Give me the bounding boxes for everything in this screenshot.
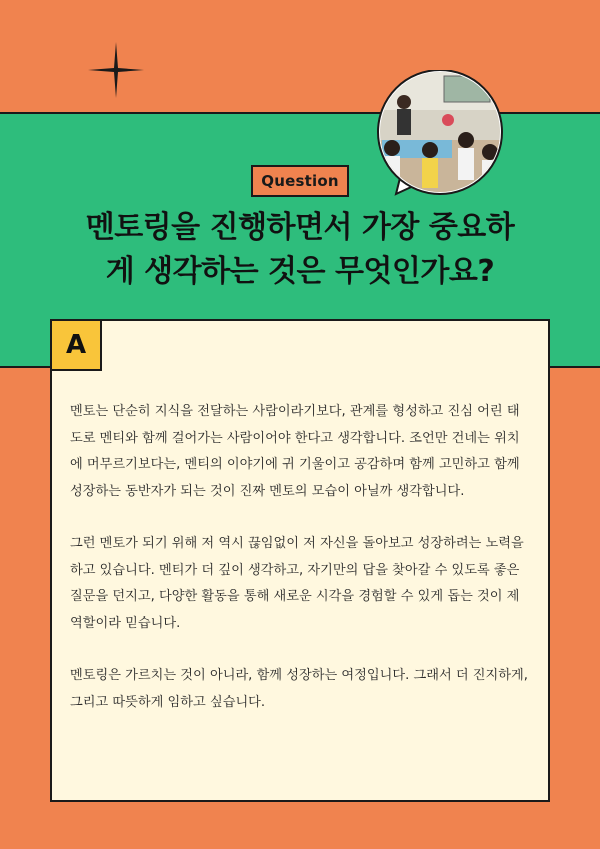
- answer-paragraph: 그런 멘토가 되기 위해 저 역시 끊임없이 저 자신을 돌아보고 성장하려는 노력을 하고 있습니다. 멘티가 더 깊이 생각하고, 자기만의 답을 찾아갈 수 있도록 좋은 질문을 던지고, 다양한 활동을 통해 새로운 시각을 경험할 수 있게 돕는 것이 제 역할이라 믿습니다.: [70, 536, 524, 631]
- answer-paragraph: 멘토링은 가르치는 것이 아니라, 함께 성장하는 여정입니다. 그래서 더 진지하게, 그리고 따뜻하게 임하고 싶습니다.: [70, 668, 528, 710]
- sparkle-icon: [88, 42, 144, 98]
- question-title-line: 게 생각하는 것은 무엇인가요?: [105, 254, 495, 289]
- answer-body: [70, 399, 532, 742]
- question-title: [30, 206, 570, 294]
- question-badge: Question: [251, 165, 349, 197]
- answer-card: [50, 319, 550, 802]
- question-title-line: 멘토링을 진행하면서 가장 중요하: [85, 210, 515, 245]
- classroom-photo: [374, 70, 506, 196]
- answer-badge: A: [52, 321, 102, 371]
- answer-paragraph: 멘토는 단순히 지식을 전달하는 사람이라기보다, 관계를 형성하고 진심 어린 태도로 멘티와 함께 걸어가는 사람이어야 한다고 생각합니다. 조언만 건네는 위치에 머무르기보다는, 멘티의 이야기에 귀 기울이고 공감하며 함께 고민하고 함께 성장하는 동반자가 되는 것이 진짜 멘토의 모습이 아닐까 생각합니다.: [70, 404, 520, 499]
